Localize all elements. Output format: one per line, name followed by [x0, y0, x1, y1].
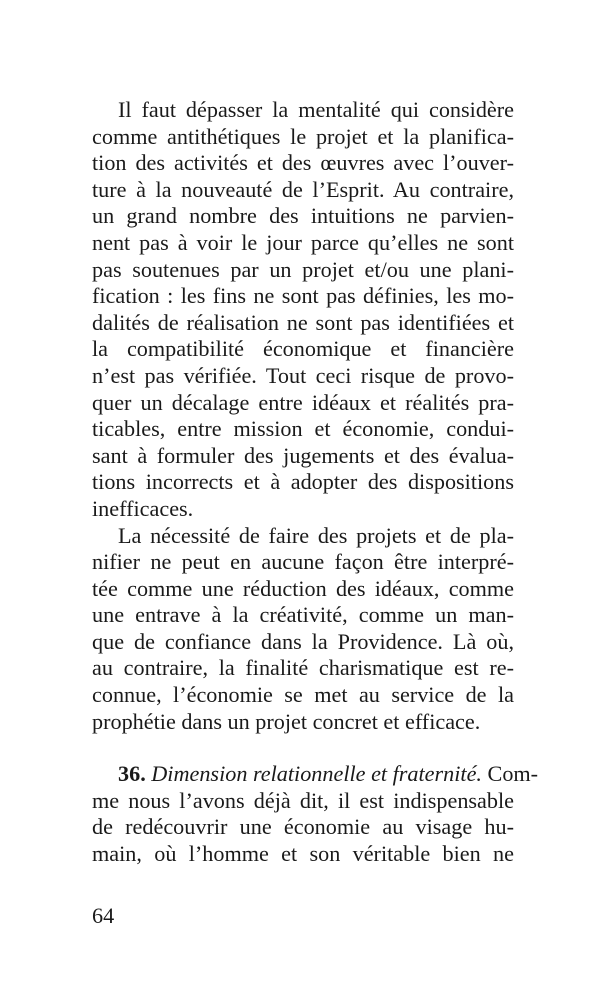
- text-line: nent pas à voir le jour parce qu’elles ne sont: [92, 229, 514, 255]
- text-line: n’est pas vérifiée. Tout ceci risque de provo-: [92, 362, 514, 388]
- text-line: inefficaces.: [92, 495, 194, 521]
- text-line: au contraire, la finalité charismatique est re-: [92, 655, 514, 681]
- text-line: Il faut dépasser la mentalité qui considère: [118, 97, 514, 122]
- section-gap: [92, 735, 514, 761]
- text-line: dalités de réalisation ne sont pas identifiées et: [92, 309, 514, 335]
- text-line: comme antithétiques le projet et la planifica-: [92, 123, 514, 149]
- text-line: fication : les fins ne sont pas définies, les mo-: [92, 283, 514, 309]
- paragraph-planning: [92, 97, 514, 523]
- text-line: tée comme une réduction des idéaux, comme: [92, 575, 514, 601]
- text-line: de redécouvrir une économie au visage hu-: [92, 814, 514, 840]
- text-line: main, où l’homme et son véritable bien ne: [92, 841, 514, 867]
- page-number: 64: [92, 903, 115, 928]
- paragraph-necessity: [92, 523, 514, 736]
- text-line: connue, l’économie se met au service de la: [92, 682, 514, 708]
- text-line: tion des activités et des œuvres avec l’ouver-: [92, 150, 514, 176]
- text-line: La nécessité de faire des projets et de pla-: [118, 522, 514, 548]
- section-heading-line: [92, 761, 539, 788]
- text-line: nifier ne peut en aucune façon être interpré-: [92, 549, 514, 575]
- text-line: un grand nombre des intuitions ne parvien-: [92, 203, 514, 229]
- text-line-rest: Com-: [481, 761, 539, 787]
- text-line: quer un décalage entre idéaux et réalités pra-: [92, 389, 514, 415]
- text-line: prophétie dans un projet concret et efficace.: [92, 708, 481, 734]
- text-line: une entrave à la créativité, comme un man-: [92, 602, 514, 628]
- section-number: 36.: [118, 761, 146, 787]
- section-36: [92, 761, 539, 867]
- text-line: la compatibilité économique et financière: [92, 336, 514, 362]
- text-line: ticables, entre mission et économie, condui-: [92, 416, 514, 442]
- text-line: sant à formuler des jugements et des évalua-: [92, 442, 514, 468]
- text-line: tions incorrects et à adopter des dispositions: [92, 469, 514, 495]
- text-line: me nous l’avons déjà dit, il est indispensable: [92, 787, 514, 813]
- text-line: pas soutenues par un projet et/ou une plani-: [92, 256, 514, 282]
- section-title: Dimension relationnelle et fraternité.: [151, 761, 482, 787]
- page-body: [92, 97, 539, 868]
- text-line: que de confiance dans la Providence. Là où,: [92, 628, 514, 654]
- text-line: ture à la nouveauté de l’Esprit. Au contraire,: [92, 176, 514, 202]
